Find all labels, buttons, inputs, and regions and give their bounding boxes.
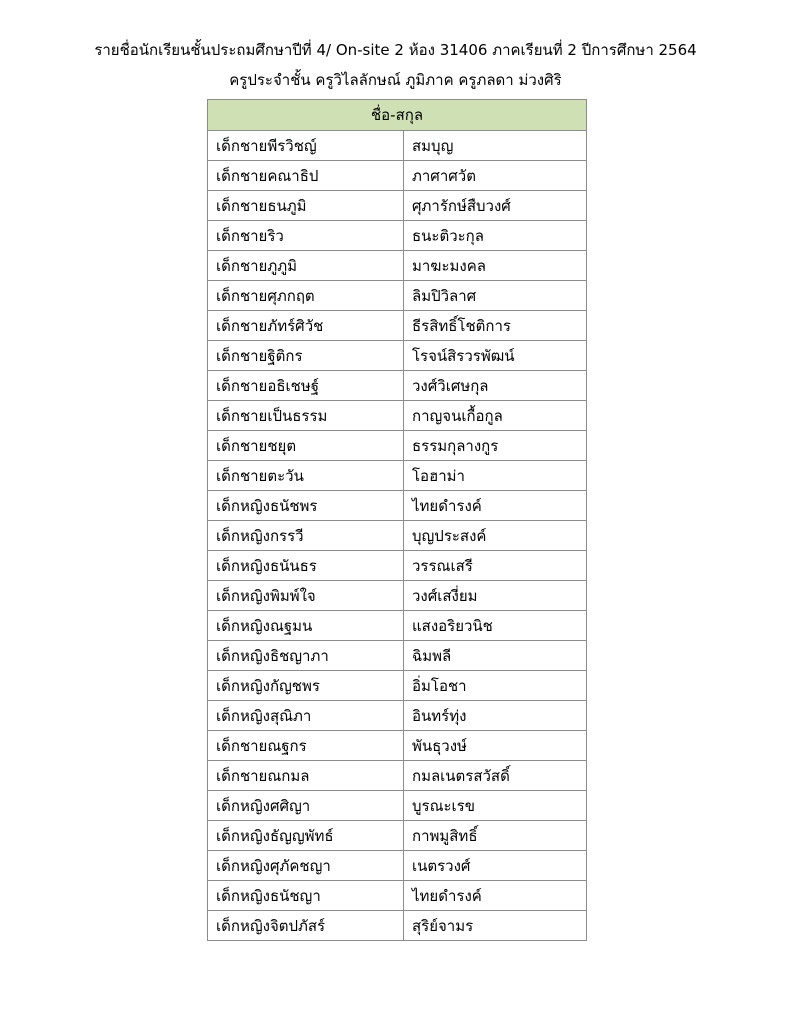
student-last-name: วรรณเสรี <box>404 551 587 581</box>
table-row <box>208 611 587 641</box>
table-row <box>208 521 587 551</box>
table-row <box>208 761 587 791</box>
student-first-name: เด็กชายธนภูมิ <box>208 191 404 221</box>
table-row <box>208 401 587 431</box>
table-row <box>208 341 587 371</box>
student-last-name: พันธุวงษ์ <box>404 731 587 761</box>
student-last-name: ไทยดำรงค์ <box>404 491 587 521</box>
student-first-name: เด็กชายตะวัน <box>208 461 404 491</box>
student-first-name: เด็กชายศุภกฤต <box>208 281 404 311</box>
student-first-name: เด็กชายอธิเชษฐ์ <box>208 371 404 401</box>
student-first-name: เด็กหญิงธัญญพัทธ์ <box>208 821 404 851</box>
table-row <box>208 251 587 281</box>
student-first-name: เด็กชายฐิติกร <box>208 341 404 371</box>
student-first-name: เด็กชายเป็นธรรม <box>208 401 404 431</box>
student-last-name: กาพมูสิทธิ์ <box>404 821 587 851</box>
table-row <box>208 131 587 161</box>
student-last-name: กมลเนตรสวัสดิ์ <box>404 761 587 791</box>
student-last-name: แสงอริยวนิช <box>404 611 587 641</box>
student-last-name: โรจน์สิรวรพัฒน์ <box>404 341 587 371</box>
student-last-name: วงศ์เสงี่ยม <box>404 581 587 611</box>
student-last-name: สมบุญ <box>404 131 587 161</box>
student-last-name: บุญประสงค์ <box>404 521 587 551</box>
table-row <box>208 221 587 251</box>
student-first-name: เด็กหญิงธนัชพร <box>208 491 404 521</box>
student-last-name: บูรณะเรข <box>404 791 587 821</box>
table-row <box>208 371 587 401</box>
student-first-name: เด็กหญิงศุภัคชญา <box>208 851 404 881</box>
student-first-name: เด็กหญิงจิตปภัสร์ <box>208 911 404 941</box>
table-row <box>208 671 587 701</box>
student-first-name: เด็กหญิงกรรวี <box>208 521 404 551</box>
table-row <box>208 491 587 521</box>
student-last-name: อิ่มโอชา <box>404 671 587 701</box>
student-last-name: กาญจนเกื้อกูล <box>404 401 587 431</box>
table-header-row <box>208 100 587 131</box>
column-header-name: ชื่อ-สกุล <box>208 100 587 131</box>
student-roster-table <box>207 99 587 941</box>
student-first-name: เด็กชายคณาธิป <box>208 161 404 191</box>
table-row <box>208 311 587 341</box>
student-first-name: เด็กหญิงณฐมน <box>208 611 404 641</box>
student-first-name: เด็กหญิงพิมพ์ใจ <box>208 581 404 611</box>
student-last-name: ธนะติวะกุล <box>404 221 587 251</box>
student-last-name: ธรรมกุลางกูร <box>404 431 587 461</box>
table-row <box>208 851 587 881</box>
student-last-name: โอฮาม่า <box>404 461 587 491</box>
table-row <box>208 821 587 851</box>
student-first-name: เด็กหญิงศศิญา <box>208 791 404 821</box>
student-last-name: ธีรสิทธิ์โชติการ <box>404 311 587 341</box>
student-last-name: สุริย์จามร <box>404 911 587 941</box>
table-row <box>208 161 587 191</box>
student-first-name: เด็กหญิงกัญชพร <box>208 671 404 701</box>
student-first-name: เด็กชายณกมล <box>208 761 404 791</box>
document-title: รายชื่อนักเรียนชั้นประถมศึกษาปีที่ 4/ On-site 2 ห้อง 31406 ภาคเรียนที่ 2 ปีการศึกษา 2564 <box>94 41 697 59</box>
student-first-name: เด็กหญิงธนันธร <box>208 551 404 581</box>
student-first-name: เด็กหญิงสุณิภา <box>208 701 404 731</box>
student-last-name: เนตรวงศ์ <box>404 851 587 881</box>
student-first-name: เด็กชายชยุต <box>208 431 404 461</box>
table-row <box>208 911 587 941</box>
table-row <box>208 191 587 221</box>
student-first-name: เด็กชายณฐกร <box>208 731 404 761</box>
student-last-name: ฉิมพลี <box>404 641 587 671</box>
student-first-name: เด็กหญิงธนัชญา <box>208 881 404 911</box>
table-row <box>208 701 587 731</box>
table-row <box>208 551 587 581</box>
table-row <box>208 461 587 491</box>
table-row <box>208 431 587 461</box>
table-row <box>208 641 587 671</box>
student-first-name: เด็กชายริว <box>208 221 404 251</box>
student-last-name: วงศ์วิเศษกุล <box>404 371 587 401</box>
student-first-name: เด็กชายพีรวิชญ์ <box>208 131 404 161</box>
teacher-line: ครูประจำชั้น ครูวิไลลักษณ์ ภูมิภาค ครูภลดา ม่วงศิริ <box>229 71 562 89</box>
student-first-name: เด็กชายภัทร์ศิวัช <box>208 311 404 341</box>
student-last-name: ลิมปิวิลาศ <box>404 281 587 311</box>
table-row <box>208 731 587 761</box>
table-row <box>208 281 587 311</box>
student-last-name: ศุภารักษ์สืบวงศ์ <box>404 191 587 221</box>
student-first-name: เด็กชายภูภูมิ <box>208 251 404 281</box>
table-row <box>208 581 587 611</box>
student-last-name: ไทยดำรงค์ <box>404 881 587 911</box>
student-last-name: ภาศาศวัต <box>404 161 587 191</box>
student-last-name: อินทร์ทุ่ง <box>404 701 587 731</box>
student-first-name: เด็กหญิงธิชญาภา <box>208 641 404 671</box>
student-last-name: มาฆะมงคล <box>404 251 587 281</box>
table-row <box>208 791 587 821</box>
table-body <box>208 131 587 941</box>
table-row <box>208 881 587 911</box>
